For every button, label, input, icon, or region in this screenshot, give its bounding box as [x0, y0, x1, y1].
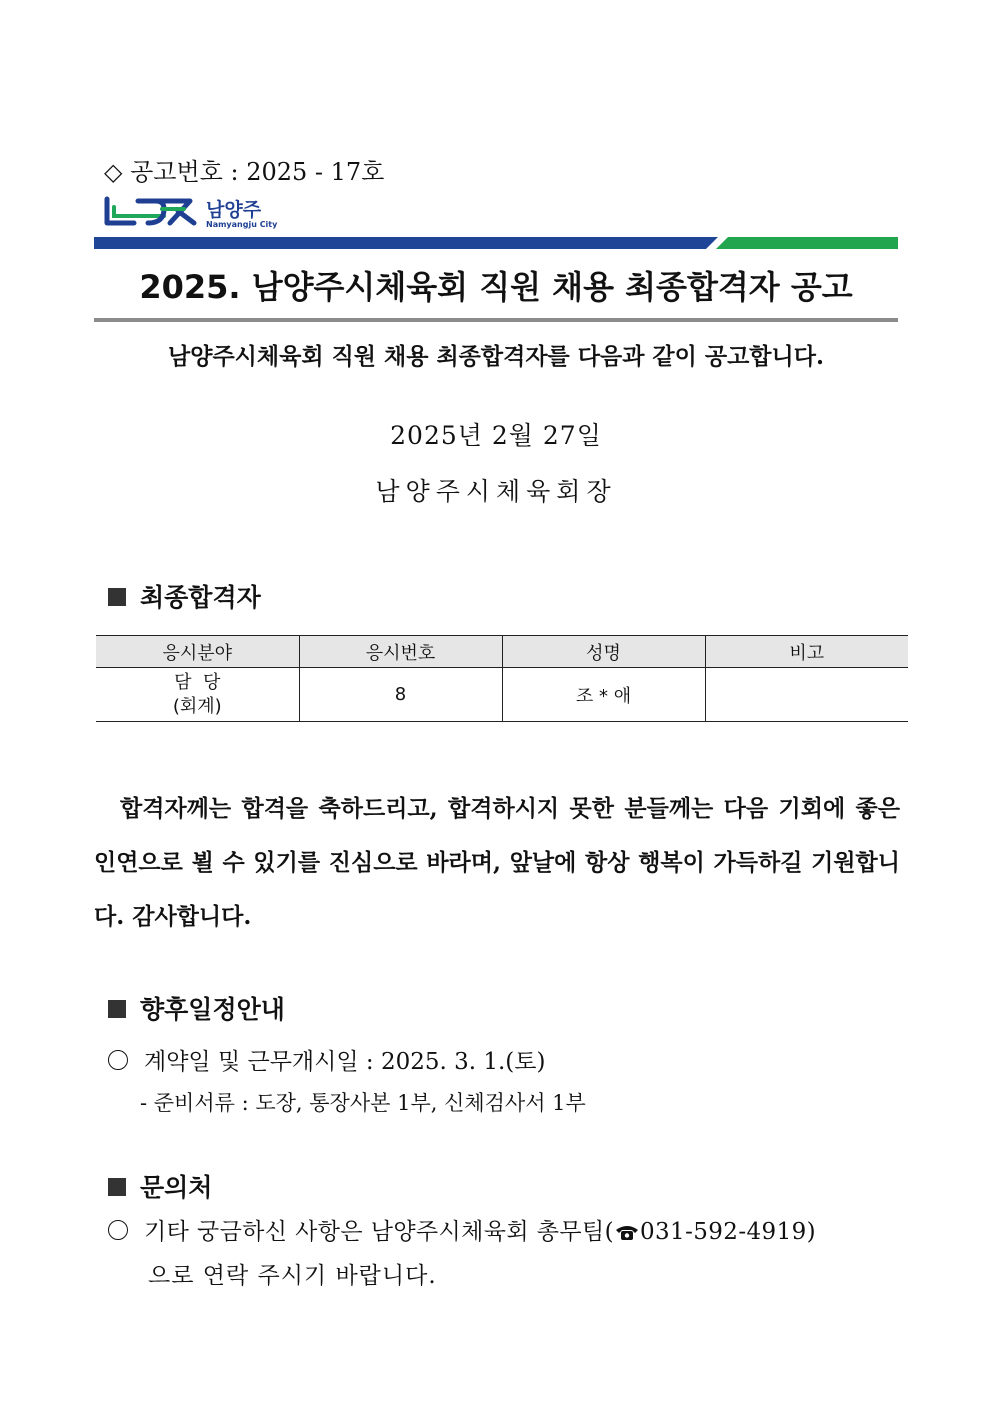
diamond-icon: ◇ [104, 158, 123, 186]
cell-field-line1: 담 당 [174, 671, 221, 693]
square-bullet-icon [108, 1178, 126, 1196]
table-row [96, 668, 908, 722]
section-contact-title: 문의처 [140, 1173, 213, 1202]
section-schedule-title: 향후일정안내 [140, 995, 285, 1024]
header-number: 응시번호 [299, 636, 502, 668]
contact-item [108, 1213, 898, 1246]
header-name: 성명 [502, 636, 705, 668]
contact-item-continued: 으로 연락 주시기 바랍니다. [148, 1263, 437, 1289]
namyangju-logo [104, 195, 284, 235]
square-bullet-icon [108, 1000, 126, 1018]
schedule-sub-item: - 준비서류 : 도장, 통장사본 1부, 신체검사서 1부 [140, 1091, 586, 1115]
section-final-title: 최종합격자 [140, 583, 261, 612]
intro-text: 남양주시체육회 직원 채용 최종합격자를 다음과 같이 공고합니다. [168, 343, 824, 370]
table-header-row [96, 636, 908, 668]
cell-field-line2: (회계) [172, 695, 222, 717]
page-title: 2025. 남양주시체육회 직원 채용 최종합격자 공고 [139, 268, 853, 306]
schedule-item-text: 계약일 및 근무개시일 : 2025. 3. 1.(토) [144, 1049, 546, 1075]
logo-name: 남양주 [206, 199, 262, 221]
cell-field [96, 668, 299, 722]
cell-name: 조 * 애 [502, 668, 705, 722]
header-field: 응시분야 [96, 636, 299, 668]
notice-date: 2025년 2월 27일 [390, 421, 602, 450]
section-schedule-heading [108, 990, 285, 1026]
contact-phone: 031-592-4919) [639, 1219, 817, 1245]
schedule-item [108, 1043, 545, 1076]
header-note: 비고 [705, 636, 908, 668]
final-result-table [96, 635, 908, 722]
telephone-icon [614, 1223, 640, 1241]
notice-number-label: 공고번호 : 2025 - 17호 [130, 158, 385, 186]
contact-text: 기타 궁금하신 사항은 남양주시체육회 총무팀( [144, 1219, 614, 1245]
section-final-heading [108, 578, 261, 614]
cell-number: 8 [299, 668, 502, 722]
closing-paragraph: 합격자께는 합격을 축하드리고, 합격하시지 못한 분들께는 다음 기회에 좋은 인연으로 뵐 수 있기를 진심으로 바라며, 앞날에 항상 행복이 가득하길 기원합니다. 감사합니다. [94, 795, 900, 930]
issuer-name: 남양주시체육회장 [375, 477, 617, 506]
section-contact-heading [108, 1168, 212, 1204]
circle-bullet-icon [108, 1220, 128, 1240]
cell-note [705, 668, 908, 722]
title-divider [94, 318, 898, 322]
header-color-bar [94, 237, 898, 249]
circle-bullet-icon [108, 1050, 128, 1070]
notice-number [104, 152, 384, 187]
namyangju-logo-icon [104, 195, 200, 229]
logo-subtitle: Namyangju City [206, 220, 278, 229]
square-bullet-icon [108, 588, 126, 606]
